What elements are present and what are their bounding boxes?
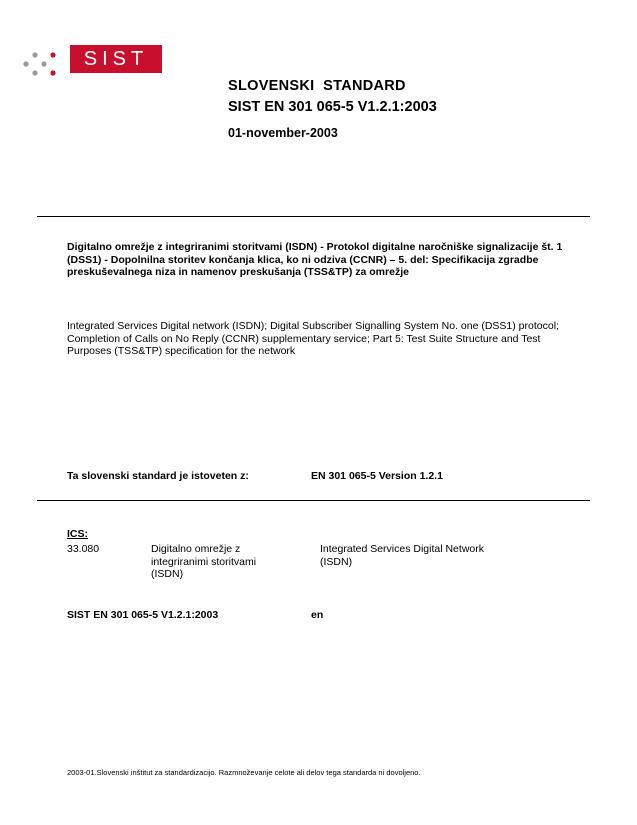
identity-value: EN 301 065-5 Version 1.2.1 <box>311 470 443 482</box>
title-slovenian: Digitalno omrežje z integriranimi storitvami (ISDN) - Protokol digitalne naročniške signalizacije št. 1 (DSS1) - Dopolnilna storitev končanja klica, ko ni odziva (CCNR) – 5. del: Specifikacija zgradbe preskuševalnega niza in namenov preskušanja (TSS&TP) za omrežje <box>67 241 563 278</box>
sist-logo: SIST <box>70 45 162 73</box>
copyright-footer: 2003-01.Slovenski inštitut za standardizacijo. Razmnoževanje celote ali delov tega standarda ni dovoljeno. <box>67 768 421 777</box>
standard-code: SIST EN 301 065-5 V1.2.1:2003 <box>228 99 437 115</box>
standard-label: SLOVENSKI STANDARD <box>228 78 406 94</box>
top-divider <box>37 216 590 217</box>
publication-date: 01-november-2003 <box>228 126 338 140</box>
ics-description-slovenian: Digitalno omrežje z integriranimi storitvami (ISDN) <box>151 543 257 580</box>
ics-code: 33.080 <box>67 543 100 555</box>
identity-label: Ta slovenski standard je istoveten z: <box>67 470 249 482</box>
ics-heading: ICS: <box>67 528 88 540</box>
logo-dots-icon <box>22 50 62 78</box>
middle-divider <box>37 500 590 501</box>
ics-description-english: Integrated Services Digital Network (ISDN) <box>320 543 484 568</box>
document-language: en <box>311 609 324 621</box>
title-english: Integrated Services Digital network (ISDN); Digital Subscriber Signalling System No. one (DSS1) protocol; Completion of Calls on No Reply (CCNR) supplementary service; Part 5: Test Suite Structure and Test Purposes (TSS&TP) specification for the network <box>67 320 559 357</box>
document-code: SIST EN 301 065-5 V1.2.1:2003 <box>67 609 219 621</box>
